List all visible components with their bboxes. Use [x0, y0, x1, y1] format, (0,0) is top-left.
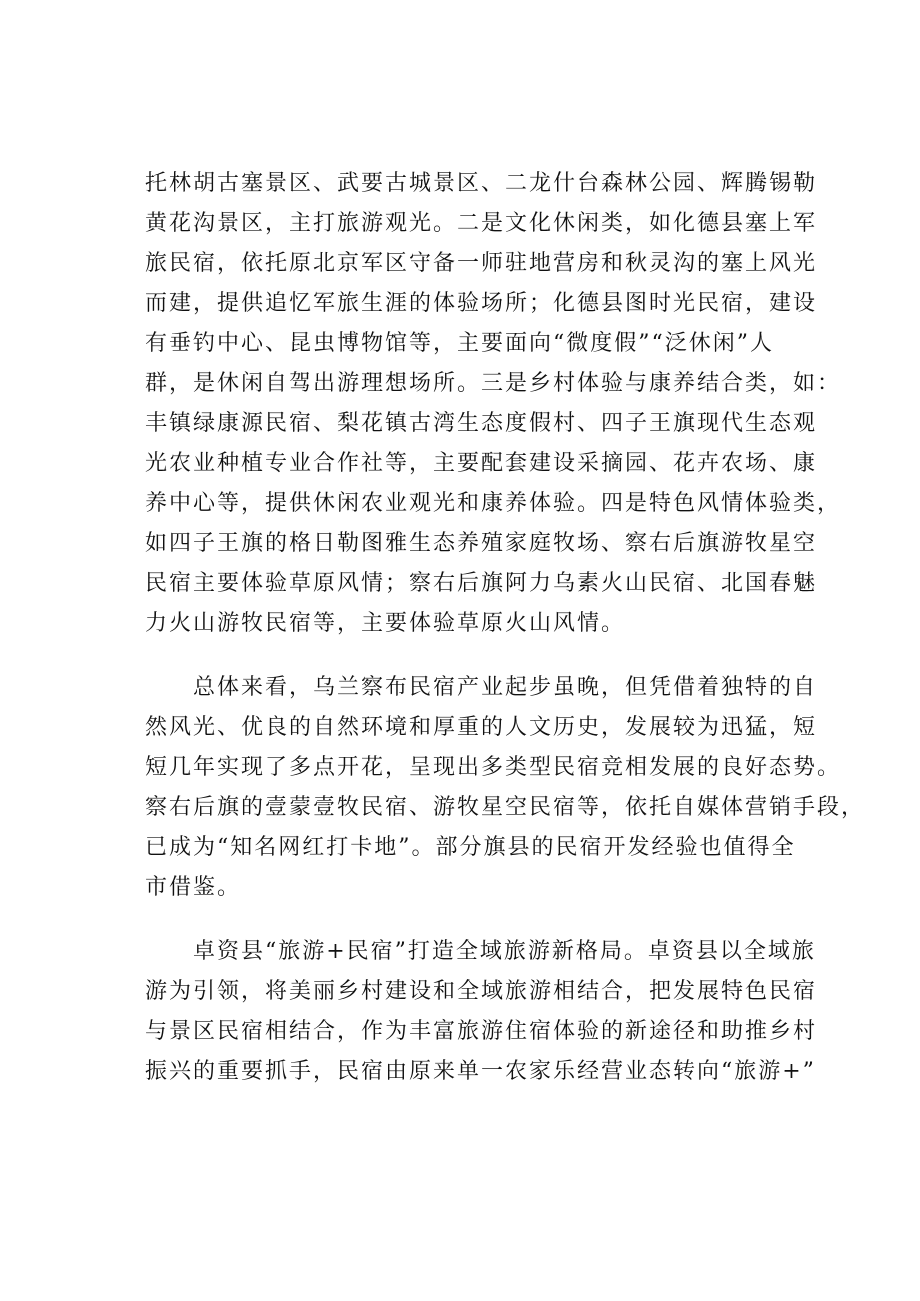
- text-line: 有垂钓中心、昆虫博物馆等，主要面向“微度假”“泛休闲”人: [145, 331, 774, 356]
- text-line: 已成为“知名网红打卡地”。部分旗县的民宿开发经验也值得全: [145, 835, 796, 860]
- text-line: 如四子王旗的格日勒图雅生态养殖家庭牧场、察右后旗游牧星空: [145, 531, 818, 556]
- text-line: 然风光、优良的自然环境和厚重的人文历史，发展较为迅猛，短: [145, 715, 818, 740]
- text-line: 与景区民宿相结合，作为丰富旅游住宿体验的新途径和助推乡村: [145, 1019, 818, 1044]
- text-line: 丰镇绿康源民宿、梨花镇古湾生态度假村、四子王旗现代生态观: [145, 411, 818, 436]
- text-line: 力火山游牧民宿等，主要体验草原火山风情。: [145, 611, 626, 636]
- text-line: 而建，提供追忆军旅生涯的体验场所；化德县图时光民宿，建设: [145, 291, 818, 316]
- text-line: 群，是休闲自驾出游理想场所。三是乡村体验与康养结合类，如：: [145, 371, 842, 396]
- paragraph-1: [145, 164, 842, 644]
- body-text: [145, 164, 866, 1092]
- paragraph-2: [145, 668, 866, 908]
- text-line: 民宿主要体验草原风情；察右后旗阿力乌素火山民宿、北国春魅: [145, 571, 818, 596]
- text-line: 养中心等，提供休闲农业观光和康养体验。四是特色风情体验类，: [145, 491, 842, 516]
- text-line: 托林胡古塞景区、武要古城景区、二龙什台森林公园、辉腾锡勒: [145, 171, 818, 196]
- text-line: 振兴的重要抓手，民宿由原来单一农家乐经营业态转向“旅游+”: [145, 1059, 816, 1084]
- paragraph-spacer: [145, 908, 825, 932]
- text-line: 察右后旗的壹蒙壹牧民宿、游牧星空民宿等，依托自媒体营销手段，: [145, 795, 866, 820]
- text-line: 黄花沟景区，主打旅游观光。二是文化休闲类，如化德县塞上军: [145, 211, 818, 236]
- paragraph-3: [145, 932, 825, 1092]
- text-line: 光农业种植专业合作社等，主要配套建设采摘园、花卉农场、康: [145, 451, 818, 476]
- text-line: 短几年实现了多点开花，呈现出多类型民宿竞相发展的良好态势。: [145, 755, 842, 780]
- text-line: 市借鉴。: [145, 875, 242, 900]
- text-line: 卓资县“旅游+民宿”打造全域旅游新格局。卓资县以全域旅: [193, 939, 816, 964]
- text-line: 旅民宿，依托原北京军区守备一师驻地营房和秋灵沟的塞上风光: [145, 251, 818, 276]
- text-line: 游为引领，将美丽乡村建设和全域旅游相结合，把发展特色民宿: [145, 979, 818, 1004]
- paragraph-spacer: [145, 644, 825, 668]
- text-line: 总体来看，乌兰察布民宿产业起步虽晚，但凭借着独特的自: [193, 675, 818, 700]
